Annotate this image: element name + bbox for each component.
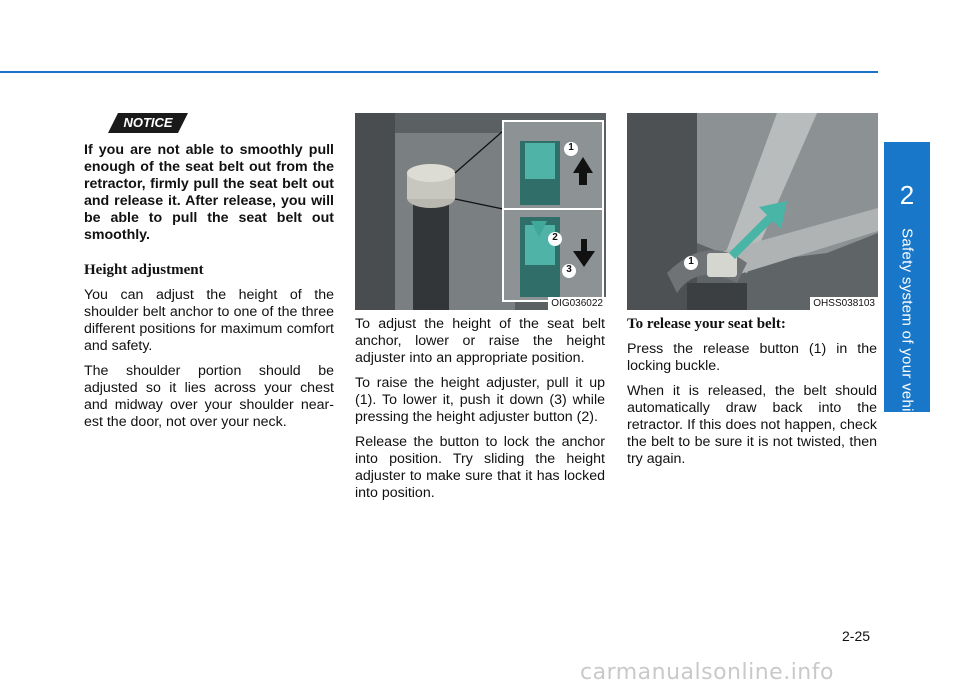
height-adjustment-section [84, 262, 334, 439]
release-heading: To release your seat belt: [627, 316, 786, 332]
figure-height-adjuster [355, 113, 606, 310]
adjust-p1: To adjust the height of the seat belt anchor, lower or raise the height adjuster into an appropriate position. [355, 316, 605, 366]
notice-label: NOTICE [123, 115, 173, 130]
notice-badge [108, 113, 188, 133]
release-belt-illustration [627, 113, 878, 310]
release-p2: When it is released, the belt should automatically draw back into the retractor. If this does not happen, check the belt to be sure it is not twisted, then try again. [627, 383, 877, 467]
page-number: 2-25 [842, 628, 871, 644]
top-rule [0, 71, 878, 73]
notice-text: If you are not able to smoothly pull enough of the seat belt out from the retractor, firmly pull the seat belt out and release it. After release, you will be able to pull the seat belt out smoothly. [84, 142, 334, 243]
release-text-column [627, 316, 877, 476]
figure-release-belt [627, 113, 878, 310]
adjust-p2: To raise the height adjuster, pull it up (1). To lower it, push it down (3) while pressing the height adjuster button (2). [355, 375, 605, 425]
adjust-text-column [355, 316, 605, 510]
adjust-p3: Release the button to lock the anchor into position. Try sliding the height adjuster to make sure that it has locked into position. [355, 434, 605, 501]
height-adjustment-heading: Height adjustment [84, 262, 204, 278]
figure2-code: OHSS038103 [810, 297, 878, 310]
figure2-callout-1: 1 [688, 256, 694, 267]
release-p1: Press the release button (1) in the locking buckle. [627, 341, 877, 374]
chapter-title: Safety system of your vehicle [898, 228, 916, 432]
chapter-number: 2 [899, 180, 915, 210]
height-adjustment-p2: The shoulder portion should be adjusted so it lies across your chest and midway over your shoulder near-est the door, not over your neck. [84, 363, 334, 430]
figure1-callout-1: 1 [568, 142, 574, 153]
watermark: carmanualsonline.info [580, 660, 834, 685]
figure1-callout-2: 2 [552, 232, 558, 243]
figure1-code: OIG036022 [548, 297, 606, 310]
figure1-callout-3: 3 [566, 264, 572, 275]
height-adjustment-p1: You can adjust the height of the shoulder belt anchor to one of the three different positions for maximum comfort and safety. [84, 287, 334, 354]
